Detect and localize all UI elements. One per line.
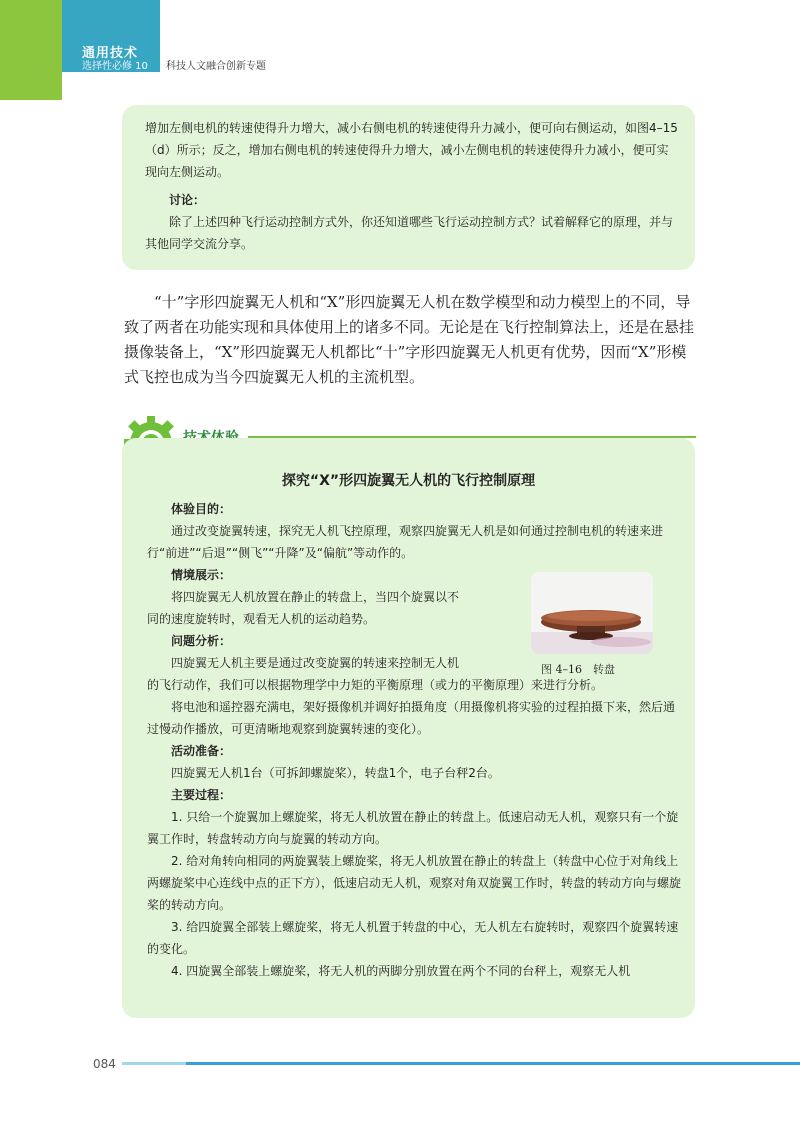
scene-text-line1: 将四旋翼无人机放置在静止的转盘上，当四个旋翼以不: [171, 590, 460, 604]
footer-line: [186, 1062, 800, 1065]
analysis-text-line2: 的飞行动作，我们可以根据物理学中力矩的平衡原理（或力的平衡原理）来进行分析。: [147, 678, 604, 692]
scene-text-line2: 同的速度旋转时，观看无人机的运动趋势。: [147, 612, 376, 626]
analysis-text-line1: 四旋翼无人机主要是通过改变旋翼的转速来控制无人机: [171, 656, 460, 670]
body-paragraph: “十”字形四旋翼无人机和“X”形四旋翼无人机在数学模型和动力模型上的不同，导致了两者在功能实现和具体使用上的诸多不同。无论是在飞行控制算法上，还是在悬挂摄像装备上，“X”形四旋翼无人机都比“十”字形四旋翼无人机更有优势，因而“X”形模式飞控也成为当今四旋翼无人机的主流机型。: [124, 293, 695, 386]
process-step-2: 2. 给对角转向相同的两旋翼装上螺旋桨，将无人机放置在静止的转盘上（转盘中心位于对角线上两螺旋桨中心连线中点的正下方），低速启动无人机，观察对角双旋翼工作时，转盘的转动方向与螺旋桨的转动方向。: [147, 854, 682, 912]
analysis-text-3: 将电池和遥控器充满电，架好摄像机并调好拍摄角度（用摄像机将实验的过程拍摄下来，然后通过慢动作播放，可更清晰地观察到旋翼转速的变化）。: [147, 700, 676, 736]
header-green-bar: [0, 0, 62, 100]
process-step-4: 4. 四旋翼全部装上螺旋桨，将无人机的两脚分别放置在两个不同的台秤上，观察无人机: [171, 964, 631, 978]
topic-title: 科技人文融合创新专题: [166, 61, 266, 72]
prep-text: 四旋翼无人机1台（可拆卸螺旋桨），转盘1个，电子台秤2台。: [171, 766, 500, 780]
process-step-1: 1. 只给一个旋翼加上螺旋桨，将无人机放置在静止的转盘上。低速启动无人机，观察只有一个旋翼工作时，转盘转动方向与旋翼的转动方向。: [147, 810, 679, 846]
main-body: [124, 290, 696, 390]
figure-caption: 图 4–16 转盘: [541, 663, 615, 676]
experience-title: 探究“X”形四旋翼无人机的飞行控制原理: [281, 473, 536, 489]
continuation-box: [122, 105, 695, 270]
footer-line-light: [122, 1062, 186, 1065]
book-subtitle: 选择性必修 10: [82, 61, 148, 72]
process-step-3: 3. 给四旋翼全部装上螺旋桨，将无人机置于转盘的中心，无人机左右旋转时，观察四个旋翼转速的变化。: [147, 920, 679, 956]
turntable-photo: [531, 572, 653, 654]
process-label: 主要过程：: [171, 788, 232, 802]
page-number: 084: [93, 1057, 116, 1071]
continuation-paragraph: 增加左侧电机的转速使得升力增大，减小右侧电机的转速使得升力减小，便可向右侧运动，如图4–15（d）所示；反之，增加右侧电机的转速使得升力增大，减小左侧电机的转速使得升力减小，便可实现向左侧运动。: [145, 121, 678, 179]
book-title: 通用技术: [82, 46, 139, 61]
discussion-label: 讨论：: [169, 193, 206, 207]
scene-label: 情境展示：: [171, 568, 232, 582]
purpose-text: 通过改变旋翼转速，探究无人机飞控原理，观察四旋翼无人机是如何通过控制电机的转速来进行“前进”“后退”“侧飞”“升降”及“偏航”等动作的。: [147, 524, 664, 560]
experience-box: [122, 438, 695, 1018]
purpose-label: 体验目的：: [171, 502, 232, 516]
prep-label: 活动准备：: [171, 744, 232, 758]
discussion-text: 除了上述四种飞行运动控制方式外，你还知道哪些飞行运动控制方式？试着解释它的原理，并与其他同学交流分享。: [145, 215, 674, 251]
analysis-label: 问题分析：: [171, 634, 232, 648]
